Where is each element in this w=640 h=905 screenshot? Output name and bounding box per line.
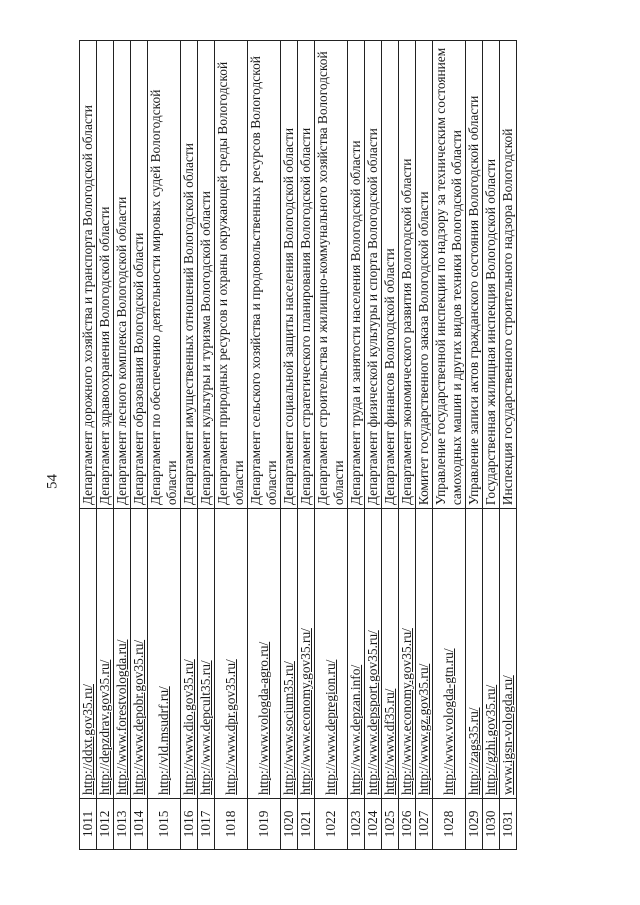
organization-name: Департамент лесного комплекса Вологодской области xyxy=(114,41,131,509)
url-cell xyxy=(97,509,114,799)
url-cell xyxy=(315,509,348,799)
site-link[interactable]: http://vld.msudrf.ru/ xyxy=(156,686,171,795)
table-row xyxy=(148,41,181,850)
organization-name: Департамент дорожного хозяйства и транспорта Вологодской области xyxy=(80,41,97,509)
site-link[interactable]: http://zags35.ru/ xyxy=(466,707,481,795)
url-cell xyxy=(198,509,215,799)
site-link[interactable]: http://www.economy.gov35.ru/ xyxy=(298,628,313,795)
table-row xyxy=(348,41,365,850)
url-cell xyxy=(248,509,281,799)
organization-name: Департамент экономического развития Вологодской области xyxy=(399,41,416,509)
table-body xyxy=(80,41,517,850)
row-number: 1012 xyxy=(97,798,114,849)
row-number: 1015 xyxy=(148,798,181,849)
url-cell xyxy=(80,509,97,799)
url-cell xyxy=(131,509,148,799)
site-link[interactable]: http://www.dio.gov35.ru/ xyxy=(181,659,196,795)
rotated-page-content xyxy=(79,40,581,850)
url-cell xyxy=(416,509,433,799)
row-number: 1026 xyxy=(399,798,416,849)
row-number: 1030 xyxy=(483,798,500,849)
site-link[interactable]: http://depzdrav.gov35.ru/ xyxy=(97,659,112,795)
row-number: 1022 xyxy=(315,798,348,849)
table-row xyxy=(483,41,500,850)
url-cell xyxy=(365,509,382,799)
table-row xyxy=(433,41,466,850)
row-number: 1028 xyxy=(433,798,466,849)
table-row xyxy=(399,41,416,850)
table-row xyxy=(215,41,248,850)
organization-name: Управление записи актов гражданского состояния Вологодской области xyxy=(466,41,483,509)
table-row xyxy=(97,41,114,850)
url-cell xyxy=(382,509,399,799)
url-cell xyxy=(114,509,131,799)
organization-name: Департамент культуры и туризма Вологодской области xyxy=(198,41,215,509)
table-row xyxy=(466,41,483,850)
organization-name: Департамент социальной защиты населения Вологодской области xyxy=(281,41,298,509)
row-number: 1011 xyxy=(80,798,97,849)
row-number: 1024 xyxy=(365,798,382,849)
row-number: 1023 xyxy=(348,798,365,849)
table-row xyxy=(500,41,517,850)
table-row xyxy=(298,41,315,850)
table-row xyxy=(382,41,399,850)
row-number: 1020 xyxy=(281,798,298,849)
organizations-table xyxy=(79,40,517,850)
row-number: 1021 xyxy=(298,798,315,849)
site-link[interactable]: http://www.depobr.gov35.ru/ xyxy=(131,639,146,795)
url-cell xyxy=(215,509,248,799)
organization-name: Государственная жилищная инспекция Вологодской области xyxy=(483,41,500,509)
site-link[interactable]: http://www.depregion.ru/ xyxy=(323,659,338,795)
table-row xyxy=(181,41,198,850)
row-number: 1029 xyxy=(466,798,483,849)
row-number: 1014 xyxy=(131,798,148,849)
organization-name: Инспекция государственного строительного надзора Вологодской xyxy=(500,41,517,509)
row-number: 1031 xyxy=(500,798,517,849)
row-number: 1019 xyxy=(248,798,281,849)
table-row xyxy=(131,41,148,850)
url-cell xyxy=(433,509,466,799)
url-cell xyxy=(348,509,365,799)
site-link[interactable]: www.igsn-vologda.ru/ xyxy=(500,675,515,795)
row-number: 1027 xyxy=(416,798,433,849)
row-number: 1013 xyxy=(114,798,131,849)
site-link[interactable]: http://www.dpr.gov35.ru/ xyxy=(223,659,238,795)
site-link[interactable]: http://www.depzan.info/ xyxy=(348,664,363,795)
url-cell xyxy=(281,509,298,799)
site-link[interactable]: http://www.vologda-agro.ru/ xyxy=(256,641,271,795)
site-link[interactable]: http://www.depcult35.ru/ xyxy=(198,660,213,795)
page-number: 54 xyxy=(44,474,61,489)
row-number: 1017 xyxy=(198,798,215,849)
organization-name: Департамент по обеспечению деятельности мировых судей Вологодской области xyxy=(148,41,181,509)
table-row xyxy=(315,41,348,850)
table-row xyxy=(248,41,281,850)
organization-name: Департамент сельского хозяйства и продовольственных ресурсов Вологодской области xyxy=(248,41,281,509)
organization-name: Департамент строительства и жилищно-коммунального хозяйства Вологодской области xyxy=(315,41,348,509)
organization-name: Департамент финансов Вологодской области xyxy=(382,41,399,509)
site-link[interactable]: http://www.socium35.ru/ xyxy=(281,661,296,795)
site-link[interactable]: http://www.economy.gov35.ru/ xyxy=(399,628,414,795)
site-link[interactable]: http://www.df35.ru/ xyxy=(382,688,397,795)
organization-name: Департамент стратегического планирования Вологодской области xyxy=(298,41,315,509)
url-cell xyxy=(148,509,181,799)
site-link[interactable]: http://www.forestvologda.ru/ xyxy=(114,639,129,795)
url-cell xyxy=(181,509,198,799)
table-row xyxy=(198,41,215,850)
site-link[interactable]: http://ddxt.gov35.ru/ xyxy=(80,684,95,795)
url-cell xyxy=(466,509,483,799)
url-cell xyxy=(399,509,416,799)
table-row xyxy=(114,41,131,850)
organization-name: Департамент образования Вологодской области xyxy=(131,41,148,509)
organization-name: Департамент физической культуры и спорта Вологодской области xyxy=(365,41,382,509)
organization-name: Департамент труда и занятости населения Вологодской области xyxy=(348,41,365,509)
table-row xyxy=(365,41,382,850)
table-row xyxy=(416,41,433,850)
site-link[interactable]: http://www.vologda-gtn.ru/ xyxy=(441,648,456,795)
organization-name: Департамент природных ресурсов и охраны окружающей среды Вологодской области xyxy=(215,41,248,509)
url-cell xyxy=(298,509,315,799)
row-number: 1016 xyxy=(181,798,198,849)
organization-name: Комитет государственного заказа Вологодской области xyxy=(416,41,433,509)
organization-name: Департамент здравоохранения Вологодской области xyxy=(97,41,114,509)
row-number: 1018 xyxy=(215,798,248,849)
url-cell xyxy=(483,509,500,799)
organization-name: Департамент имущественных отношений Вологодской области xyxy=(181,41,198,509)
url-cell xyxy=(500,509,517,799)
organization-name: Управление государственной инспекции по надзору за техническим состоянием самоходных машин и других видов техники Вологодской области xyxy=(433,41,466,509)
table-row xyxy=(281,41,298,850)
site-link[interactable]: http://gzhi.gov35.ru/ xyxy=(483,684,498,795)
site-link[interactable]: http://www.gz.gov35.ru/ xyxy=(416,663,431,795)
table-row xyxy=(80,41,97,850)
row-number: 1025 xyxy=(382,798,399,849)
site-link[interactable]: http://www.depsport.gov35.ru/ xyxy=(365,630,380,795)
